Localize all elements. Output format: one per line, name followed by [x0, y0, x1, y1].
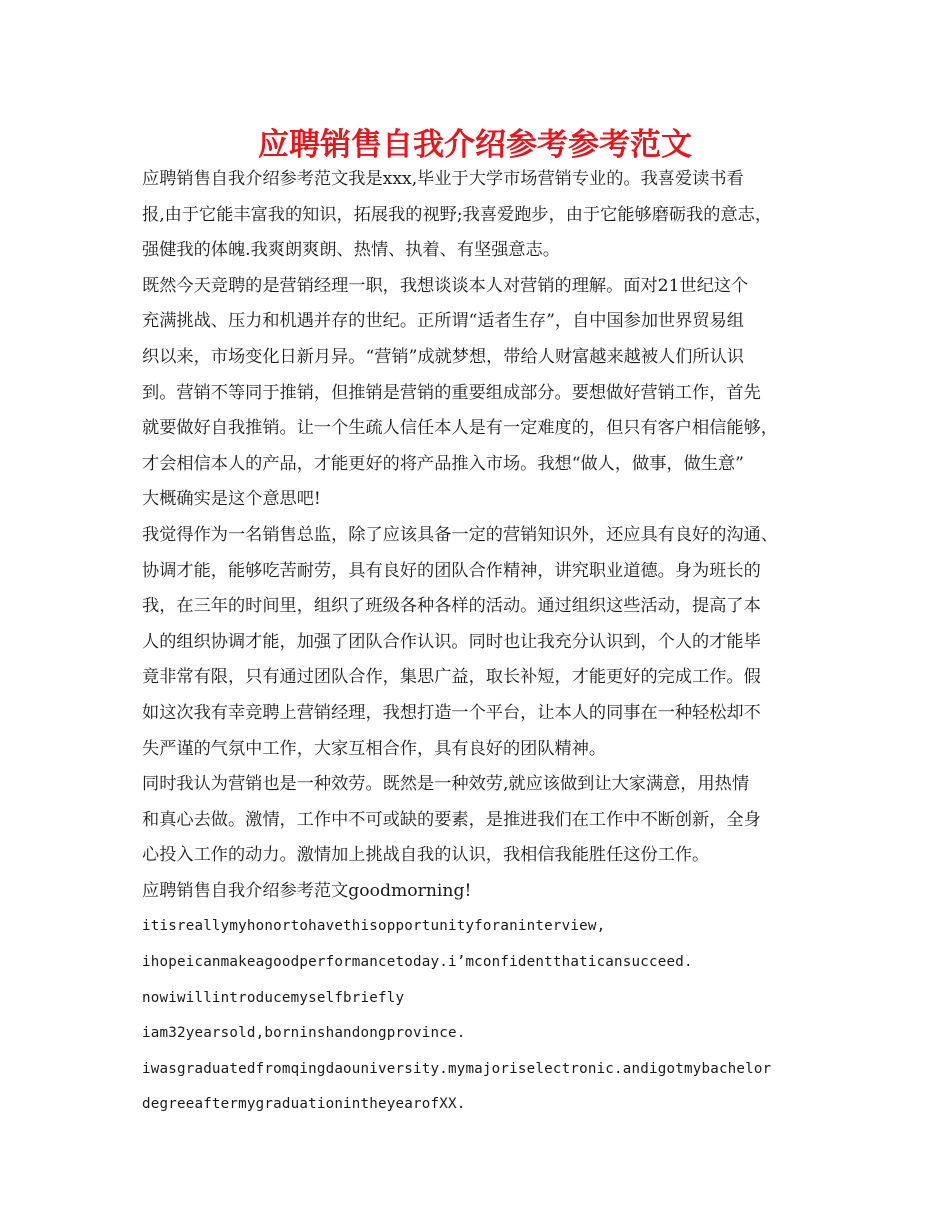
- text-line: 我觉得作为一名销售总监，除了应该具备一定的营销知识外，还应具有良好的沟通、: [142, 524, 778, 545]
- text-line: 到。营销不等同于推销，但推销是营销的重要组成部分。要想做好营销工作，首先: [142, 382, 761, 403]
- text-line: 应聘销售自我介绍参考范文goodmorning!: [142, 880, 472, 901]
- text-line: 报,由于它能丰富我的知识，拓展我的视野;我喜爱跑步，由于它能够磨砺我的意志，: [142, 204, 773, 225]
- text-line: 织以来，市场变化日新月异。“营销”成就梦想，带给人财富越来越被人们所认识: [142, 346, 744, 367]
- english-line: nowiwillintroducemyselfbriefly: [142, 989, 405, 1006]
- text-line: 协调才能，能够吃苦耐劳，具有良好的团队合作精神，讲究职业道德。身为班长的: [142, 560, 761, 581]
- paragraph-3: [142, 518, 822, 767]
- paragraph-4: [142, 767, 822, 874]
- text-line: 竟非常有限，只有通过团队合作，集思广益，取长补短，才能更好的完成工作。假: [142, 667, 761, 688]
- text-line: 强健我的体魄.我爽朗爽朗、热情、执着、有坚强意志。: [142, 240, 560, 261]
- text-line: 我，在三年的时间里，组织了班级各种各样的活动。通过组织这些活动，提高了本: [142, 596, 761, 617]
- document-title: 应聘销售自我介绍参考参考范文: [258, 127, 692, 163]
- text-line: 应聘销售自我介绍参考范文我是xxx,毕业于大学市场营销专业的。我喜爱读书看: [142, 169, 744, 189]
- text-line: 才会相信本人的产品，才能更好的将产品推入市场。我想“做人，做事，做生意”: [142, 453, 744, 474]
- text-line: 如这次我有幸竞聘上营销经理，我想打造一个平台，让本人的同事在一种轻松却不: [142, 702, 761, 723]
- text-line: 同时我认为营销也是一种效劳。既然是一种效劳,就应该做到让大家满意，用热情: [142, 774, 750, 795]
- text-line: 就要做好自我推销。让一个生疏人信任本人是有一定难度的，但只有客户相信能够，: [142, 418, 778, 439]
- english-line: ihopeicanmakeagoodperformancetoday.i’mconfidentthaticansucceed.: [142, 954, 693, 971]
- english-line: iam32yearsold,borninshandongprovince.: [142, 1025, 466, 1042]
- paragraph-1: [142, 162, 822, 269]
- english-line: degreeaftermygraduationintheyearofXX.: [142, 1096, 466, 1113]
- paragraph-2: [142, 269, 822, 518]
- document-body: [142, 162, 822, 1123]
- text-line: 既然今天竞聘的是营销经理一职，我想谈谈本人对营销的理解。面对21世纪这个: [142, 275, 749, 296]
- english-intro: [142, 909, 822, 1123]
- english-line: itisreallymyhonortohavethisopportunityforaninterview,: [142, 918, 606, 935]
- text-line: 充满挑战、压力和机遇并存的世纪。正所谓“适者生存”，自中国参加世界贸易组: [142, 311, 744, 332]
- english-line: iwasgraduatedfromqingdaouniversity.mymajoriselectronic.andigotmybachelor: [142, 1060, 772, 1077]
- text-line: 大概确实是这个意思吧!: [142, 489, 321, 510]
- text-line: 人的组织协调才能，加强了团队合作认识。同时也让我充分认识到，个人的才能毕: [142, 631, 761, 652]
- text-line: 和真心去做。激情，工作中不可或缺的要素，是推进我们在工作中不断创新，全身: [142, 809, 761, 830]
- text-line: 失严谨的气氛中工作，大家互相合作，具有良好的团队精神。: [142, 738, 607, 759]
- text-line: 心投入工作的动力。激情加上挑战自我的认识，我相信我能胜任这份工作。: [142, 845, 710, 866]
- paragraph-5: [142, 874, 822, 910]
